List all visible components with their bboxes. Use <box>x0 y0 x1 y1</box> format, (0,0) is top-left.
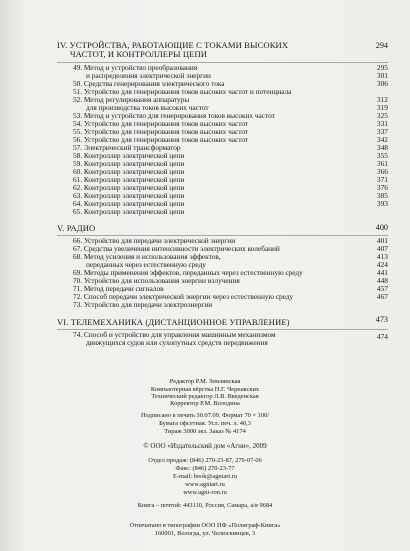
imprint-site: www.agniart.ru <box>185 481 225 488</box>
toc-entry: 53. Метод и устройство для генерирования токов высоких частот <box>73 111 275 120</box>
toc-page: 457 <box>376 284 388 293</box>
toc-page: 407 <box>376 244 388 253</box>
imprint-paper: Бумага офсетная. Усл. печ. л. 40,3 <box>159 420 251 427</box>
toc-entry: 65. Контроллер электрической цепи <box>73 207 185 216</box>
toc-entry: 61. Контроллер электрической цепи <box>73 175 185 184</box>
toc-entry: 49. Метод и устройство преобразования <box>73 63 198 72</box>
toc-page: 337 <box>376 127 388 136</box>
section-page: 400 <box>375 223 388 232</box>
toc-entry: 72. Способ передачи электрической энергии через естественную среду <box>73 292 294 301</box>
toc-entry: 59. Контроллер электрической цепи <box>73 159 185 168</box>
toc-entry: 73. Устройство для передачи электроэнергии <box>73 300 213 309</box>
toc-entry: 63. Контроллер электрической цепи <box>73 191 185 200</box>
toc-page: 467 <box>376 292 388 301</box>
toc-page: 319 <box>376 103 388 112</box>
toc-entry: 57. Электрический трансформатор <box>73 143 181 152</box>
imprint-layout: Компьютерная вёрстка Н.Г. Чернавских <box>150 386 260 393</box>
toc-entry: и распределения электрической энергии <box>86 71 211 80</box>
imprint-email: E-mail: book@agniart.ru <box>172 473 238 480</box>
imprint-printed: Отпечатано в типографии ООО ПФ «Полиграф-Книга» <box>129 522 281 529</box>
imprint-mail-order: Книга – почтой: 443110, Россия, Самара, а/я 9684 <box>137 502 273 509</box>
section-page: 473 <box>375 315 388 324</box>
section-heading: VI. ТЕЛЕМЕХАНИКА (ДИСТАНЦИОННОЕ УПРАВЛЕНИЕ) <box>57 317 290 327</box>
toc-page: 385 <box>376 191 388 200</box>
toc-page: 295 <box>376 63 388 72</box>
toc-entry: 54. Устройство для генерирования токов высоких частот <box>73 119 249 128</box>
imprint-copyright: © ООО «Издательский дом «Агни», 2009 <box>143 442 267 450</box>
toc-page: 306 <box>376 79 388 88</box>
toc-page: 371 <box>376 175 388 184</box>
imprint-site: www.agni-ron.ru <box>183 489 227 496</box>
toc-page: 312 <box>376 95 388 104</box>
toc-entry: 50. Средства генерирования электрического тока <box>73 79 225 88</box>
toc-page: 342 <box>376 135 388 144</box>
imprint-address: 160001, Вологда, ул. Челюскинцев, 3 <box>154 530 256 537</box>
imprint-signed: Подписано в печать 30.07.09. Формат 70 × 100/ <box>140 412 270 419</box>
section-heading: IV. УСТРОЙСТВА, РАБОТАЮЩИЕ С ТОКАМИ ВЫСОКИХ <box>57 40 289 50</box>
toc-page: 331 <box>376 119 388 128</box>
imprint-proofreader: Корректор Р.М. Володина <box>170 400 240 407</box>
imprint-editor: Редактор Р.М. Землянская <box>169 378 241 385</box>
toc-entry: 67. Средства увеличения интенсивности электрических колебаний <box>73 244 280 253</box>
toc-entry: переданных через естественную среду <box>86 260 206 269</box>
imprint-sales: Отдел продаж: (846) 270-23-87, 279-07-06 <box>148 457 262 464</box>
toc-entry: для производства токов высоких частот <box>86 103 209 112</box>
toc-entry: 69. Методы применения эффектов, переданных через естественную среду <box>73 268 303 277</box>
toc-page: 393 <box>376 199 388 208</box>
section-page: 294 <box>375 41 388 50</box>
toc-page: 448 <box>376 276 388 285</box>
toc-page: 361 <box>376 159 388 168</box>
section-heading: V. РАДИО <box>57 223 96 233</box>
toc-entry: 55. Устройство для генерирования токов высоких частот <box>73 127 249 136</box>
imprint-tech-editor: Технический редактор Л.В. Введенская <box>151 393 259 400</box>
toc-entry: 56. Устройство для генерирования токов высоких частот <box>73 135 249 144</box>
toc-page: 441 <box>376 268 388 277</box>
toc-entry: 68. Метод усиления и использования эффектов, <box>73 252 221 261</box>
toc-entry: 66. Устройство для передачи электрической энергии <box>73 236 236 245</box>
toc-entry: 64. Контроллер электрической цепи <box>73 199 185 208</box>
toc-page: 376 <box>376 183 388 192</box>
toc-entry: 58. Контроллер электрической цепи <box>73 151 185 160</box>
toc-page: 366 <box>376 167 388 176</box>
toc-page: 301 <box>376 71 388 80</box>
toc-page: 325 <box>376 111 388 120</box>
toc-page: 348 <box>376 143 388 152</box>
imprint-fax: Факс: (846) 270-23-77 <box>175 465 235 472</box>
toc-page: 413 <box>376 252 388 261</box>
toc-entry: 51. Устройство для генерирования токов высоких частот и потенциала <box>73 87 292 96</box>
toc-entry: 52. Метод регулирования аппаратуры <box>73 95 190 104</box>
toc-page: 355 <box>376 151 388 160</box>
toc-entry: 62. Контроллер электрической цепи <box>73 183 185 192</box>
imprint-print-run: Тираж 3000 экз. Заказ № 4174 <box>164 428 246 435</box>
toc-page: 424 <box>376 260 388 269</box>
toc-entry: движущихся судов или сухопутных средств передвижения <box>86 338 268 347</box>
toc-entry: 60. Контроллер электрической цепи <box>73 167 185 176</box>
toc-entry: 71. Метод передачи сигналов <box>73 284 164 293</box>
toc-entry: 70. Устройство для использования энергии излучения <box>73 276 240 285</box>
toc-page: 401 <box>376 236 388 245</box>
toc-entry: 74. Способ и устройство для управления машинным механизмом <box>73 330 276 339</box>
section-heading: ЧАСТОТ, И КОНТРОЛЛЕРЫ ЦЕПИ <box>70 49 208 59</box>
toc-page: 474 <box>376 332 388 341</box>
